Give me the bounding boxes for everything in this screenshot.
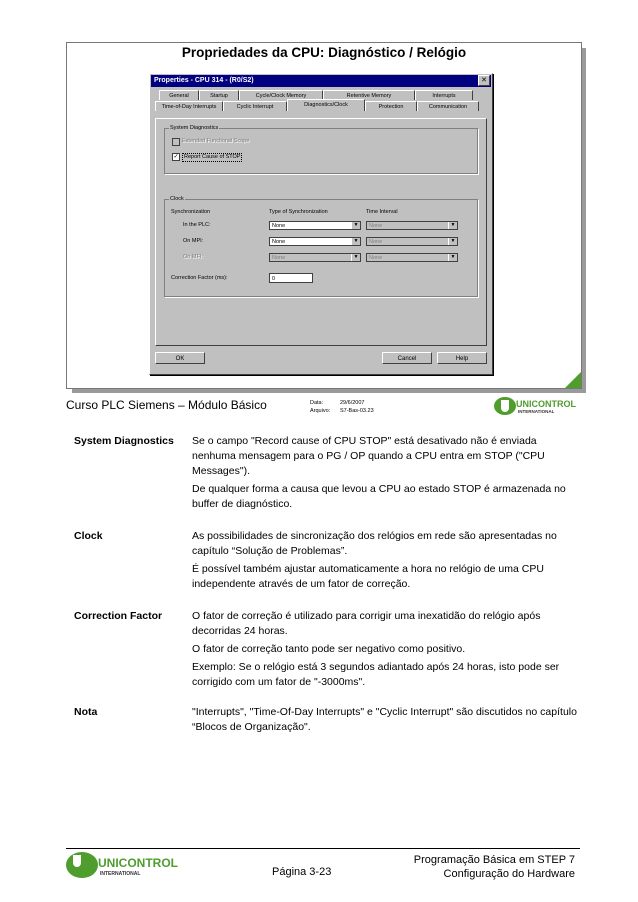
paragraph: De qualquer forma a causa que levou a CPU ao estado STOP é armazenada no buffer de diagnóstico. bbox=[192, 483, 566, 510]
date-label: Data: bbox=[310, 400, 324, 406]
time-interval-header: Time Interval bbox=[366, 209, 398, 215]
report-stop-checkbox[interactable]: ✓ bbox=[173, 154, 179, 160]
properties-dialog bbox=[149, 73, 493, 375]
in-plc-type-value: None bbox=[272, 223, 286, 229]
document-meta bbox=[310, 399, 374, 415]
system-diagnostics-title: System Diagnostics bbox=[170, 125, 219, 131]
ok-button[interactable]: OK bbox=[155, 352, 205, 364]
slide-corner-mark bbox=[565, 372, 581, 388]
on-mfi-interval-value: None bbox=[369, 255, 383, 261]
dialog-title: Properties - CPU 314 - (R0/S2) bbox=[154, 77, 254, 84]
chevron-down-icon: ▼ bbox=[351, 238, 360, 245]
chevron-down-icon: ▼ bbox=[448, 222, 457, 229]
file-value: S7-Bas-03.23 bbox=[340, 408, 374, 414]
term-system-diagnostics: System Diagnostics bbox=[74, 435, 174, 447]
on-mfi-interval-select[interactable] bbox=[366, 253, 458, 262]
paragraph: "Interrupts", "Time-Of-Day Interrupts" e "Cyclic Interrupt" são discutidos no capítulo “Blocos de Organização". bbox=[192, 706, 577, 733]
tab-cycle-clock-memory[interactable]: Cycle/Clock Memory bbox=[239, 90, 323, 100]
footer-line-1: Programação Básica em STEP 7 bbox=[413, 854, 575, 866]
in-plc-label: In the PLC: bbox=[183, 222, 211, 228]
logo-text: UNICONTROL bbox=[516, 399, 576, 409]
paragraph: O fator de correção é utilizado para corrigir uma inexatidão do relógio após decorridas 24 horas. bbox=[192, 610, 541, 637]
logo-subtext: INTERNATIONAL bbox=[518, 409, 555, 414]
tab-time-of-day-interrupts[interactable]: Time-of-Day Interrupts bbox=[155, 101, 223, 111]
slide-frame bbox=[66, 42, 582, 389]
on-mpi-label: On MPI: bbox=[183, 238, 204, 244]
on-mpi-interval-value: None bbox=[369, 239, 383, 245]
footer-rule bbox=[66, 848, 580, 849]
tab-cyclic-interrupt[interactable]: Cyclic Interrupt bbox=[223, 101, 287, 111]
logo-subtext: INTERNATIONAL bbox=[100, 871, 141, 877]
desc-nota bbox=[192, 705, 580, 738]
paragraph: É possível também ajustar automaticamente a hora no relógio de uma CPU independente através de um fator de correção. bbox=[192, 563, 544, 590]
paragraph: As possibilidades de sincronização dos relógios em rede são apresentadas no capítulo “Solução de Problemas”. bbox=[192, 530, 557, 557]
date-value: 29/6/2007 bbox=[340, 400, 365, 406]
page-number: Página 3-23 bbox=[272, 866, 332, 878]
on-mpi-type-select[interactable] bbox=[269, 237, 361, 246]
clock-title: Clock bbox=[170, 196, 184, 202]
paragraph: O fator de correção tanto pode ser negativo como positivo. bbox=[192, 643, 466, 655]
on-mfi-label: On MFI: bbox=[183, 254, 203, 260]
paragraph: Se o campo "Record cause of CPU STOP" está desativado não é enviada nenhuma mensagem para o PG / OP quando a CPU entra em STOP ("CPU Messages"). bbox=[192, 435, 545, 477]
in-plc-type-select[interactable] bbox=[269, 221, 361, 230]
synchronization-header: Synchronization bbox=[171, 209, 211, 215]
close-icon[interactable]: ✕ bbox=[478, 75, 490, 86]
term-nota: Nota bbox=[74, 706, 98, 718]
desc-system-diagnostics bbox=[192, 434, 580, 515]
term-clock: Clock bbox=[74, 530, 103, 542]
logo-text: UNICONTROL bbox=[98, 856, 178, 870]
clock-group bbox=[164, 196, 478, 297]
report-stop-label: Report Cause of STOP bbox=[184, 154, 241, 160]
course-title: Curso PLC Siemens – Módulo Básico bbox=[66, 398, 267, 412]
on-mfi-type-select[interactable] bbox=[269, 253, 361, 262]
tab-general[interactable]: General bbox=[159, 90, 199, 100]
dialog-titlebar bbox=[151, 75, 491, 87]
help-button[interactable]: Help bbox=[437, 352, 487, 364]
footer-line-2: Configuração do Hardware bbox=[443, 868, 575, 880]
term-correction-factor: Correction Factor bbox=[74, 610, 163, 622]
cancel-button[interactable]: Cancel bbox=[382, 352, 432, 364]
on-mpi-type-value: None bbox=[272, 239, 286, 245]
system-diagnostics-group bbox=[164, 125, 478, 174]
tab-communication[interactable]: Communication bbox=[417, 101, 479, 111]
tab-startup[interactable]: Startup bbox=[199, 90, 239, 100]
in-plc-interval-select[interactable] bbox=[366, 221, 458, 230]
tab-diagnostics-clock[interactable]: Diagnostics/Clock bbox=[287, 99, 365, 111]
chevron-down-icon: ▼ bbox=[448, 238, 457, 245]
desc-clock bbox=[192, 529, 580, 595]
tab-protection[interactable]: Protection bbox=[365, 101, 417, 111]
footer-title bbox=[380, 853, 575, 881]
tab-interrupts[interactable]: Interrupts bbox=[415, 90, 473, 100]
on-mfi-type-value: None bbox=[272, 255, 286, 261]
on-mpi-interval-select[interactable] bbox=[366, 237, 458, 246]
desc-correction-factor bbox=[192, 609, 580, 693]
chevron-down-icon: ▼ bbox=[351, 254, 360, 261]
logo-mark bbox=[494, 397, 516, 415]
extended-scope-checkbox[interactable] bbox=[172, 138, 180, 146]
chevron-down-icon: ▼ bbox=[448, 254, 457, 261]
correction-factor-label: Correction Factor (ms): bbox=[171, 275, 228, 281]
chevron-down-icon: ▼ bbox=[351, 222, 360, 229]
extended-scope-label: Extended Functional Scope bbox=[182, 138, 250, 144]
tab-panel bbox=[155, 118, 487, 346]
in-plc-interval-value: None bbox=[369, 223, 383, 229]
slide-title: Propriedades da CPU: Diagnóstico / Relógio bbox=[181, 45, 467, 60]
logo-mark bbox=[66, 852, 98, 878]
correction-factor-input[interactable]: 0 bbox=[269, 273, 313, 283]
paragraph: Exemplo: Se o relógio está 3 segundos adiantado após 24 horas, isto pode ser corrigido com um fator de "-3000ms". bbox=[192, 661, 560, 688]
type-sync-header: Type of Synchronization bbox=[269, 209, 328, 215]
tab-retentive-memory[interactable]: Retentive Memory bbox=[323, 90, 415, 100]
file-label: Arquivo: bbox=[310, 408, 331, 414]
